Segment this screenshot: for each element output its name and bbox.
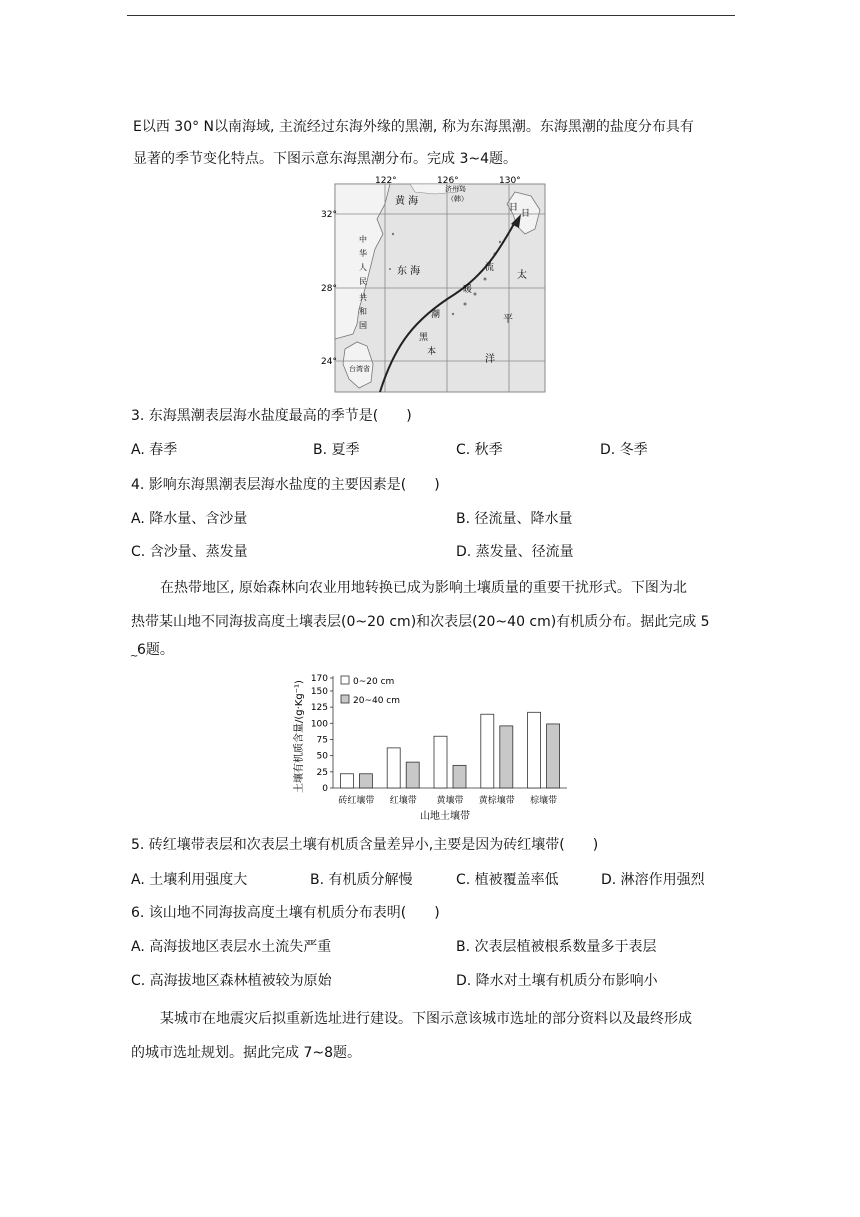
- q3-option-d[interactable]: D. 冬季: [600, 442, 648, 458]
- x-tick-label: 砖红壤带: [338, 796, 375, 806]
- soil-organic-matter-chart: [285, 666, 575, 826]
- y-tick-label: 100: [310, 719, 328, 730]
- lat-label-32: 32°: [321, 210, 337, 220]
- intro-2-line-1: 在热带地区, 原始森林向农业用地转换已成为影响土壤质量的重要干扰形式。下图为北: [160, 580, 687, 596]
- svg-text:和: 和: [359, 307, 367, 316]
- svg-text:洋: 洋: [485, 354, 495, 365]
- y-tick-label: 150: [310, 686, 328, 697]
- japan-label: 日: [521, 209, 531, 219]
- header-rule: [127, 15, 735, 16]
- y-tick-label: 0: [322, 784, 328, 794]
- jeju-sub-label: （韩）: [447, 195, 468, 203]
- svg-text:国: 国: [359, 321, 367, 330]
- q4-stem: 4. 影响东海黑潮表层海水盐度的主要因素是( ): [131, 477, 440, 493]
- x-tick-label: 黄壤带: [436, 796, 464, 806]
- x-tick-label: 黄棕壤带: [478, 796, 515, 806]
- q6-stem: 6. 该山地不同海拔高度土壤有机质分布表明( ): [131, 905, 440, 921]
- q4-option-c[interactable]: C. 含沙量、蒸发量: [131, 544, 248, 560]
- y-tick-label: 50: [316, 751, 328, 762]
- legend-label-0: 0~20 cm: [353, 677, 395, 687]
- q3-stem: 3. 东海黑潮表层海水盐度最高的季节是( ): [131, 408, 412, 424]
- bar-砖红壤带-0: [340, 774, 353, 788]
- q5-option-d[interactable]: D. 淋溶作用强烈: [601, 872, 705, 888]
- east-sea-label: 东 海: [397, 266, 421, 277]
- svg-text:黑: 黑: [419, 333, 429, 343]
- q4-option-a[interactable]: A. 降水量、含沙量: [131, 511, 248, 527]
- bar-黄棕壤带-1: [500, 726, 513, 788]
- bar-棕壤带-1: [547, 724, 560, 788]
- intro-1-line-1: E以西 30° N以南海域, 主流经过东海外缘的黑潮, 称为东海黑潮。东海黑潮的盐度分布具有: [133, 119, 694, 135]
- q6-option-b[interactable]: B. 次表层植被根系数量多于表层: [456, 939, 657, 955]
- china-label: [359, 234, 367, 330]
- bar-黄棕壤带-0: [481, 714, 494, 788]
- legend-label-1: 20~40 cm: [353, 696, 401, 706]
- q3-option-b[interactable]: B. 夏季: [313, 442, 360, 458]
- svg-text:日: 日: [509, 203, 519, 213]
- q6-option-a[interactable]: A. 高海拔地区表层水土流失严重: [131, 939, 332, 955]
- svg-text:共: 共: [359, 293, 367, 302]
- x-tick-label: 红壤带: [389, 796, 417, 806]
- svg-text:太: 太: [517, 270, 527, 281]
- svg-text:本: 本: [427, 347, 437, 357]
- svg-text:潮: 潮: [431, 310, 441, 320]
- bar-红壤带-1: [406, 762, 419, 788]
- bar-红壤带-0: [387, 748, 400, 788]
- bar-黄壤带-0: [434, 736, 447, 788]
- bar-砖红壤带-1: [359, 774, 372, 788]
- y-tick-label: 75: [316, 735, 328, 746]
- lat-label-28: 28°: [321, 284, 337, 294]
- lon-label-126: 126°: [437, 176, 459, 186]
- lon-label-122: 122°: [375, 176, 397, 186]
- q5-stem: 5. 砖红壤带表层和次表层土壤有机质含量差异小,主要是因为砖红壤带( ): [131, 837, 599, 853]
- svg-text:暖: 暖: [463, 285, 473, 295]
- svg-text:流: 流: [485, 263, 495, 273]
- svg-text:平: 平: [503, 314, 513, 325]
- bar-黄壤带-1: [453, 765, 466, 788]
- y-tick-label: 25: [316, 767, 328, 778]
- svg-text:人: 人: [359, 263, 367, 272]
- q3-option-a[interactable]: A. 春季: [131, 442, 178, 458]
- x-axis-label: 山地土壤带: [420, 811, 470, 822]
- svg-text:民: 民: [359, 277, 367, 286]
- lat-label-24: 24°: [321, 357, 337, 367]
- intro-1-line-2: 显著的季节变化特点。下图示意东海黑潮分布。完成 3~4题。: [133, 151, 517, 167]
- svg-text:华: 华: [359, 249, 367, 258]
- q4-option-b[interactable]: B. 径流量、降水量: [456, 511, 573, 527]
- legend-swatch-0: [341, 676, 349, 684]
- jeju-label: 济州岛: [445, 185, 466, 193]
- intro-2-tilde: ~: [130, 651, 139, 662]
- intro-2-line-3: 6题。: [137, 642, 174, 658]
- lon-label-130: 130°: [499, 176, 521, 186]
- q4-option-d[interactable]: D. 蒸发量、径流量: [456, 544, 574, 560]
- intro-3-line-2: 的城市选址规划。据此完成 7~8题。: [131, 1045, 361, 1061]
- q5-option-a[interactable]: A. 土壤利用强度大: [131, 872, 248, 888]
- y-axis-label: 土壤有机质含量/(g·Kg⁻¹): [294, 680, 305, 793]
- kuroshio-map: [321, 174, 545, 394]
- intro-2-line-2: 热带某山地不同海拔高度土壤表层(0~20 cm)和次表层(20~40 cm)有机质分布。据此完成 5: [131, 614, 710, 630]
- y-tick-label: 125: [310, 703, 328, 714]
- chart-legend: [341, 676, 400, 706]
- svg-text:中: 中: [359, 235, 367, 244]
- bar-棕壤带-0: [528, 712, 541, 788]
- legend-swatch-1: [341, 695, 349, 703]
- q3-option-c[interactable]: C. 秋季: [456, 442, 503, 458]
- y-tick-label: 170: [310, 674, 328, 684]
- q6-option-c[interactable]: C. 高海拔地区森林植被较为原始: [131, 973, 332, 989]
- taiwan-label: 台湾省: [349, 365, 370, 373]
- intro-3-line-1: 某城市在地震灾后拟重新选址进行建设。下图示意该城市选址的部分资料以及最终形成: [160, 1011, 692, 1027]
- x-tick-label: 棕壤带: [530, 796, 558, 806]
- q6-option-d[interactable]: D. 降水对土壤有机质分布影响小: [456, 973, 658, 989]
- q5-option-b[interactable]: B. 有机质分解慢: [310, 872, 413, 888]
- q5-option-c[interactable]: C. 植被覆盖率低: [456, 872, 559, 888]
- yellow-sea-label: 黄 海: [395, 196, 419, 207]
